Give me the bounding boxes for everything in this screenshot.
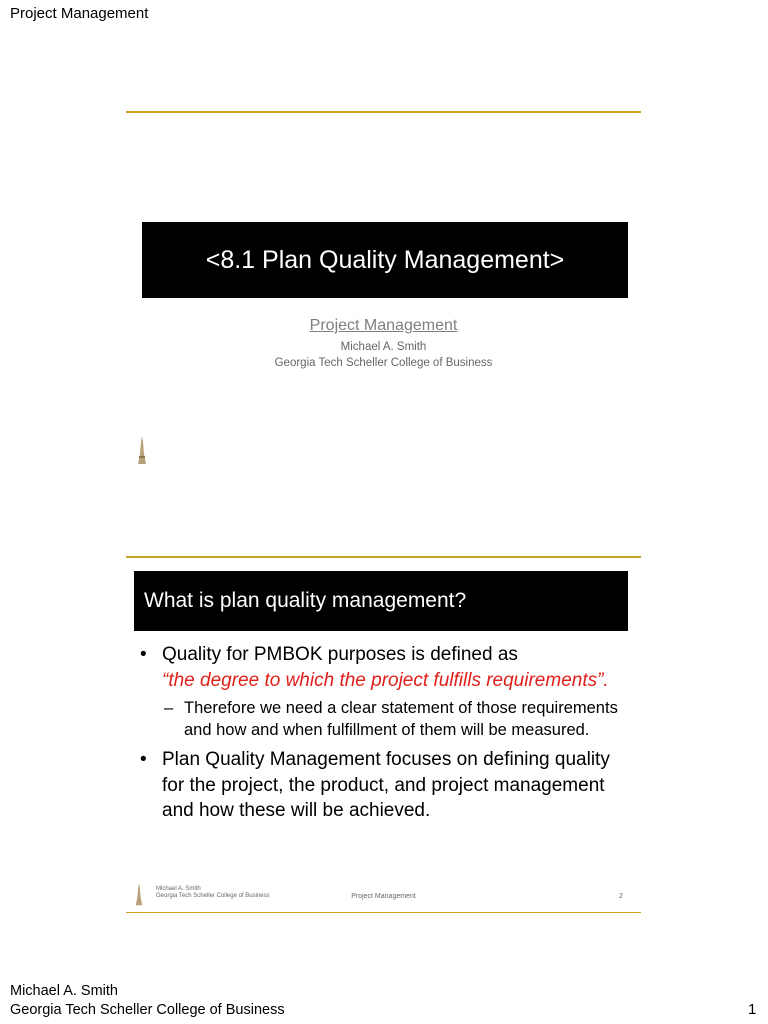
sub-bullet-item: [164, 697, 620, 741]
bullet-quote: “the degree to which the project fulfills requirements”.: [162, 669, 609, 691]
footer-author: Michael A. Smith: [10, 983, 118, 999]
bullet-dot-icon: •: [140, 749, 147, 770]
sub-bullet-text: Therefore we need a clear statement of those requirements and how and when fulfillment of them will be measured.: [184, 699, 618, 739]
slide1-author: Michael A. Smith: [340, 341, 427, 353]
slide2-bottom-rule: [126, 912, 641, 913]
slide2-top-rule: [126, 556, 641, 558]
bullet-dot-icon: •: [140, 644, 147, 665]
slide2-footer-left: [156, 886, 270, 900]
bullet-item: [140, 642, 620, 693]
slide2-bullet-list: [140, 642, 620, 828]
slide1-course: Project Management: [309, 317, 458, 334]
bullet-text: Quality for PMBOK purposes is defined as: [162, 644, 518, 665]
slide1-title: <8.1 Plan Quality Management>: [205, 245, 565, 274]
tower-logo-icon: [135, 882, 143, 906]
page-footer: [10, 982, 285, 1020]
slide2-number: 2: [619, 893, 623, 900]
slide2-footer-course: Project Management: [351, 893, 416, 900]
slide2-heading: What is plan quality management?: [144, 589, 467, 612]
page-number: 1: [748, 1001, 757, 1018]
slide1-title-box: [142, 222, 628, 298]
page-header: Project Management: [10, 5, 149, 22]
tower-logo-icon: [137, 436, 147, 464]
slide2-footer-school: Georgia Tech Scheller College of Business: [156, 893, 270, 899]
bullet-item: [140, 747, 620, 824]
footer-school: Georgia Tech Scheller College of Business: [10, 1002, 285, 1018]
slide2-footer-author: Michael A. Smith: [156, 886, 201, 892]
slide2-heading-box: [134, 571, 628, 631]
slide1-top-rule: [126, 111, 641, 113]
dash-icon: –: [164, 699, 174, 717]
bullet-text: Plan Quality Management focuses on defining quality for the project, the product, and project management and how these will be achieved.: [162, 749, 610, 821]
slide1-school: Georgia Tech Scheller College of Business: [274, 357, 493, 369]
